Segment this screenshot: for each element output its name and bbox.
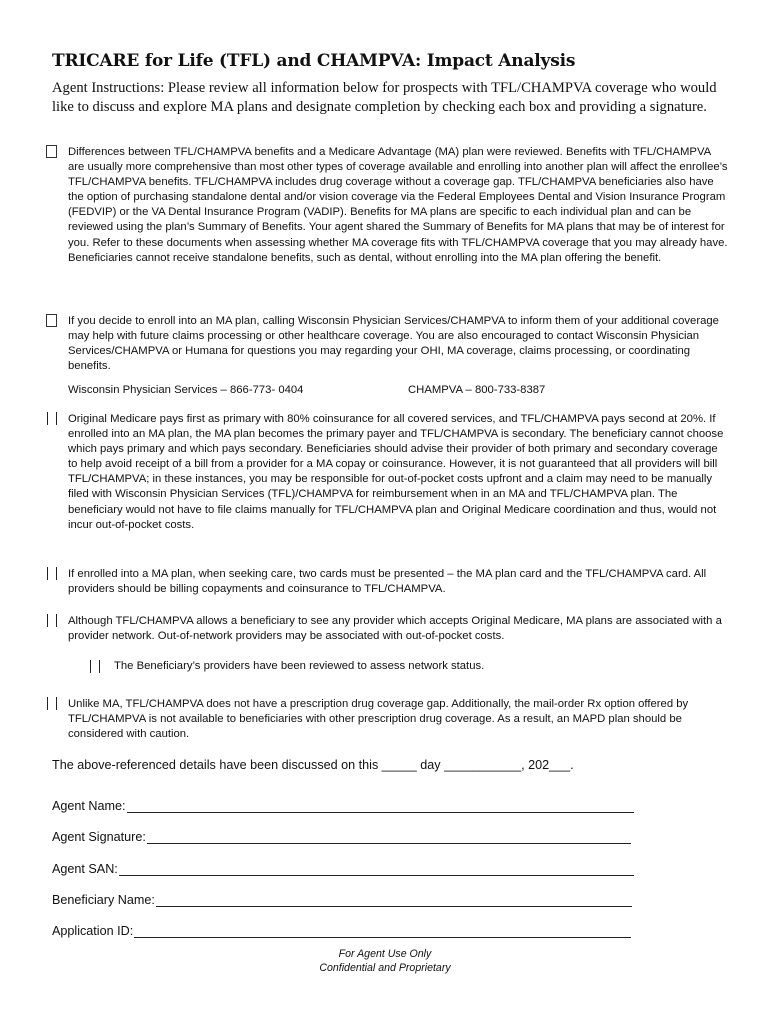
checklist-item-text: Original Medicare pays first as primary with 80% coinsurance for all covered services, and TFL/CHAMPVA pays second at 20%. If enrolled into an MA plan, the MA plan becomes the primary payer and TFL/CHAMPVA is secondary. The beneficiary cannot choose which pays primary and which pays secondary. Beneficiaries should advise their provider of both primary and secondary coverage to help avoid receipt of a bill from a provider for a MA copay or coinsurance. However, it is not guaranteed that all providers will bill TFL/CHAMPVA; in these instances, you may be responsible for out-of-pocket costs upfront and a claim may need to be manually filed with Wisconsin Physician Services (TFL)/CHAMPVA for reimbursement when in an MA and TFL/CHAMPVA plan. The beneficiary would not have to file claims manually for TFL/CHAMPVA plan and Original Medicare coordination and thus, would not incur out-of-pocket costs. bbox=[68, 413, 724, 531]
checklist-item-two-cards bbox=[44, 567, 729, 597]
checklist-item-primary-payer bbox=[44, 412, 729, 533]
field-label: Beneficiary Name: bbox=[52, 893, 155, 907]
application-id-field bbox=[52, 924, 631, 938]
champva-phone: CHAMPVA – 800-733-8387 bbox=[408, 384, 546, 397]
checklist-item-drug-coverage bbox=[44, 697, 729, 742]
checkbox[interactable] bbox=[47, 697, 57, 710]
phone-numbers bbox=[68, 384, 729, 400]
checklist-item-text: Unlike MA, TFL/CHAMPVA does not have a prescription drug coverage gap. Additionally, the mail-order Rx option offered by TFL/CHAMPVA is not available to beneficiaries with other prescription drug coverage. As a result, an MAPD plan should be considered with caution. bbox=[68, 698, 689, 741]
checklist-item-text: Although TFL/CHAMPVA allows a beneficiary to see any provider which accepts Original Medicare, MA plans are associated with a provider network. Out-of-network providers may be associated with out-of-pocket costs. bbox=[68, 615, 722, 643]
agent-signature-input[interactable] bbox=[147, 830, 631, 844]
agent-san-input[interactable] bbox=[119, 862, 634, 876]
checklist-item-enroll-notice bbox=[44, 314, 729, 400]
footer-confidential: Confidential and Proprietary bbox=[319, 962, 451, 974]
footer-agent-use: For Agent Use Only bbox=[338, 948, 432, 960]
field-label: Agent SAN: bbox=[52, 862, 118, 876]
checkbox[interactable] bbox=[46, 314, 57, 327]
checklist-item-text: If enrolled into a MA plan, when seeking care, two cards must be presented – the MA plan card and the TFL/CHAMPVA card. All providers should be billing copayments and coinsurance to TFL/CHAMPVA. bbox=[68, 568, 707, 596]
checkbox[interactable] bbox=[47, 614, 57, 627]
checkbox[interactable] bbox=[47, 567, 57, 580]
beneficiary-name-input[interactable] bbox=[156, 893, 632, 907]
agent-name-input[interactable] bbox=[127, 799, 634, 813]
agent-san-field bbox=[52, 862, 634, 876]
checklist-item-text: The Beneficiary’s providers have been reviewed to assess network status. bbox=[114, 660, 485, 672]
checklist-item-provider-network bbox=[44, 614, 729, 644]
checklist-item-text: If you decide to enroll into an MA plan, calling Wisconsin Physician Services/CHAMPVA to inform them of your additional coverage may help with future claims processing or other healthcare coverage. You are also encouraged to contact Wisconsin Physician Services/CHAMPVA or Humana for questions you may regarding your OHI, MA coverage, claims processing, or coordinating benefits. bbox=[68, 315, 719, 373]
agent-name-field bbox=[52, 799, 634, 813]
checklist-item-benefits bbox=[44, 145, 729, 266]
checkbox[interactable] bbox=[46, 145, 57, 158]
agent-instructions: Agent Instructions: Please review all information below for prospects with TFL/CHAMPVA coverage who would like to discuss and explore MA plans and designate completion by checking each box and providing a signature. bbox=[52, 80, 717, 115]
field-label: Application ID: bbox=[52, 924, 134, 938]
application-id-input[interactable] bbox=[134, 924, 631, 938]
field-label: Agent Signature: bbox=[52, 830, 146, 844]
checklist-subitem-network-status bbox=[90, 660, 484, 672]
wps-phone: Wisconsin Physician Services – 866-773- 0404 bbox=[68, 384, 304, 397]
agent-signature-field bbox=[52, 830, 631, 844]
field-label: Agent Name: bbox=[52, 799, 126, 813]
discussion-date-statement: The above-referenced details have been discussed on this _____ day ___________, 202___. bbox=[52, 758, 574, 772]
beneficiary-name-field bbox=[52, 893, 632, 907]
checkbox[interactable] bbox=[90, 660, 100, 673]
checkbox[interactable] bbox=[47, 412, 57, 425]
document-title: TRICARE for Life (TFL) and CHAMPVA: Impact Analysis bbox=[52, 51, 576, 71]
checklist-item-text: Differences between TFL/CHAMPVA benefits and a Medicare Advantage (MA) plan were reviewed. Benefits with TFL/CHAMPVA are usually more comprehensive than most other types of coverage available and enrolling into another plan will affect the enrollee’s TFL/CHAMPVA benefits. TFL/CHAMPVA includes drug coverage without a coverage gap. TFL/CHAMPVA beneficiaries also have the option of purchasing standalone dental and/or vision coverage via the Federal Employees Dental and Vision Insurance Program (FEDVIP) or the VA Dental Insurance Program (VADIP). Benefits for MA plans are specific to each individual plan and can be reviewed using the plan’s Summary of Benefits. Your agent shared the Summary of Benefits for MA plans that may be of interest for you. Refer to these documents when assessing whether MA coverage fits with TFL/CHAMPVA coverage that you may already have. Beneficiaries cannot receive standalone benefits, such as dental, without enrolling into the MA plan offering the benefit. bbox=[68, 146, 728, 264]
